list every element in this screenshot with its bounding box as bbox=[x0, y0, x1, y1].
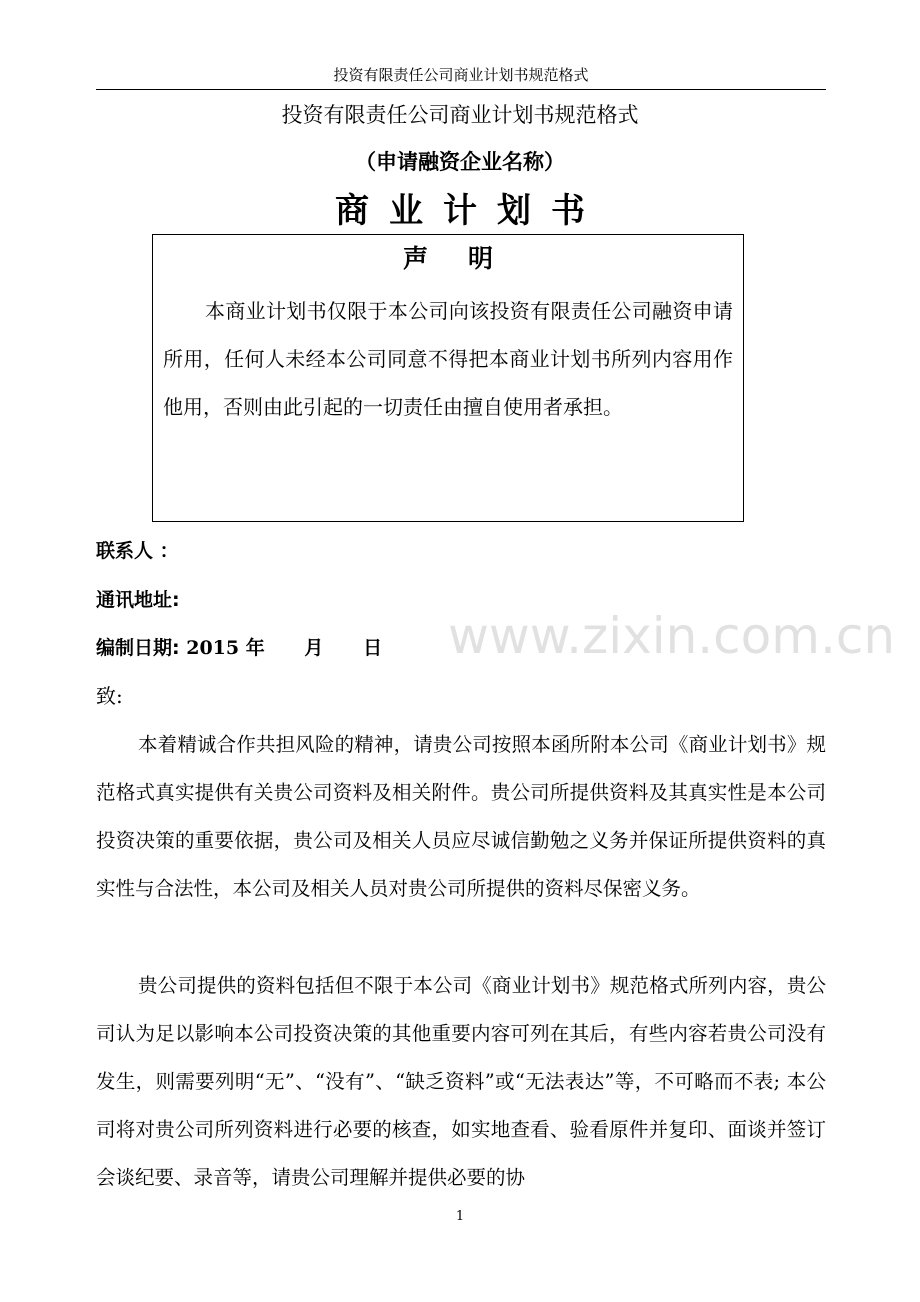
declaration-title: 声明 bbox=[402, 244, 533, 273]
letter-paragraph-1: 本着精诚合作共担风险的精神，请贵公司按照本函所附本公司《商业计划书》规范格式真实提供有关贵公司资料及相关附件。贵公司所提供资料及其真实性是本公司投资决策的重要依据，贵公司及相关人员应尽诚信勤勉之义务并保证所提供资料的真实性与合法性，本公司及相关人员对贵公司所提供的资料尽保密义务。 bbox=[96, 733, 826, 900]
page-number: 1 bbox=[455, 1209, 465, 1224]
date-value: 2015 年 月 日 bbox=[186, 637, 383, 659]
address-field bbox=[96, 586, 180, 614]
address-label: 通讯地址: bbox=[96, 589, 180, 611]
date-label: 编制日期: bbox=[96, 637, 180, 659]
contact-label: 联系人 ： bbox=[96, 540, 179, 562]
salutation: 致: bbox=[96, 684, 123, 708]
contact-field bbox=[96, 537, 179, 565]
declaration-body: 本商业计划书仅限于本公司向该投资有限责任公司融资申请所用，任何人未经本公司同意不得把本商业计划书所列内容用作他用，否则由此引起的一切责任由擅自使用者承担。 bbox=[163, 299, 733, 419]
running-header: 投资有限责任公司商业计划书规范格式 bbox=[96, 64, 826, 90]
main-title: 商业计划书 bbox=[335, 191, 605, 231]
applicant-name-placeholder: （申请融资企业名称） bbox=[355, 150, 565, 174]
date-field bbox=[96, 634, 382, 662]
letter-paragraph-2: 贵公司提供的资料包括但不限于本公司《商业计划书》规范格式所列内容，贵公司认为足以影响本公司投资决策的其他重要内容可列在其后，有些内容若贵公司没有发生，则需要列明“无”、“没有”、“缺乏资料”或“无法表达”等，不可略而不表; 本公司将对贵公司所列资料进行必要的核查，如实地查看、验看原件并复印、面谈并签订会谈纪要、录音等，请贵公司理解并提供必要的协 bbox=[96, 974, 826, 1189]
watermark: www.zixin.com.cn bbox=[448, 607, 896, 665]
document-title: 投资有限责任公司商业计划书规范格式 bbox=[281, 103, 639, 127]
declaration-box bbox=[152, 234, 744, 522]
